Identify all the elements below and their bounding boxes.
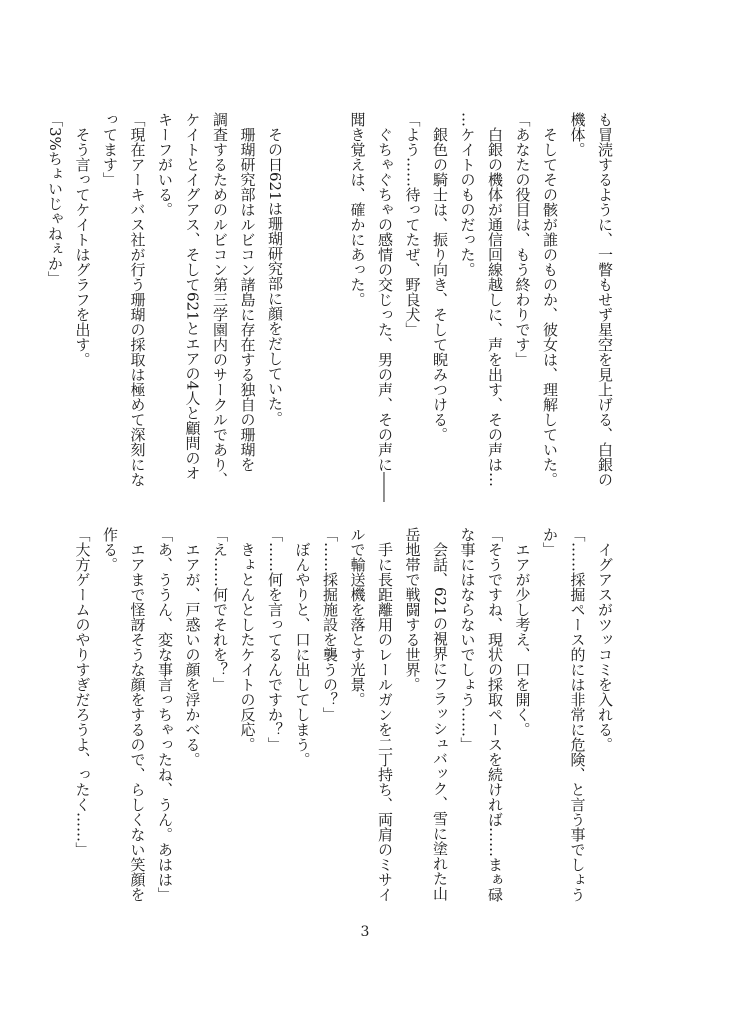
text-line: ぼんやりと、口に出してしまう。 — [293, 527, 312, 767]
text-line: 「大方ゲームのやりすぎだろうよ、ったく……」 — [73, 527, 92, 857]
text-line: 「……採掘施設を襲うの？」 — [321, 527, 339, 722]
text-line: そう言ってケイトはグラフを出す。 — [73, 112, 92, 367]
text-line: その日621は珊瑚研究部に顔をだしていた。 — [266, 112, 284, 426]
text-line: 作る。 — [101, 527, 119, 572]
text-line: 会話、621の視界にフラッシュバック、雪に塗れた山 — [431, 527, 449, 901]
text-line: ルで輸送機を落とす光景。 — [348, 527, 367, 707]
text-line: キーフがいる。 — [156, 112, 174, 217]
text-line: 「あなたの役目は、もう終わりです」 — [513, 112, 532, 367]
text-line: 手に長距離用のレールガンを二丁持ち、両肩のミサイ — [376, 527, 394, 902]
text-line: 「……採掘ペース的には非常に危険、と言う事でしょう — [568, 527, 587, 902]
text-line: エアが少し考え、口を開く。 — [513, 527, 532, 737]
text-line: 銀色の騎士は、振り向き、そして睨みつける。 — [431, 112, 449, 442]
text-line: きょとんとしたケイトの反応。 — [238, 527, 257, 752]
text-line: 聞き覚えは、確かにあった。 — [348, 112, 367, 307]
text-line: 機体。 — [568, 112, 587, 157]
page-number: 3 — [360, 924, 370, 940]
text-line: イグアスがツッコミを入れる。 — [596, 527, 614, 752]
lower-text-block — [73, 527, 618, 912]
text-line: そしてその骸が誰のものか、彼女は、理解していた。 — [541, 112, 559, 487]
text-line — [316, 112, 344, 512]
text-line: 「え……何でそれを？」 — [211, 527, 229, 692]
text-line: 「現在アーキバス社が行う珊瑚の採取は極めて深刻にな — [128, 112, 147, 487]
text-line: 珊瑚研究部はルビコン諸島に存在する独自の珊瑚を — [238, 112, 257, 472]
upper-text-block — [46, 112, 618, 512]
text-line: な事にはならないでしょう……」 — [458, 527, 477, 752]
text-line: 「……何を言ってるんですか？」 — [266, 527, 284, 752]
text-line: 調査するためのルビコン第三学園内のサークルであり、 — [211, 112, 229, 487]
text-line: 「そうですね、現状の採取ペースを続ければ……まぁ碌 — [486, 527, 504, 902]
text-line — [288, 112, 316, 512]
text-line: 「よう……待ってたぜ、野良犬」 — [403, 112, 422, 337]
text-line: ケイトとイグアス、そして621とエアの4人と顧問のオ — [183, 112, 202, 481]
text-line: ぐちゃぐちゃの感情の交じった、男の声、その声に―― — [376, 112, 394, 502]
text-line: エアが、戸惑いの顔を浮かべる。 — [183, 527, 202, 767]
text-line: も冒涜するように、一瞥もせず星空を見上げる、白銀の — [596, 112, 614, 487]
text-line: 岳地帯で戦闘する世界。 — [403, 527, 422, 692]
text-line: 白銀の機体が通信回線越しに、声を出す、その声は… — [486, 112, 504, 487]
text-line: 「あ、ううん、変な事言っちゃったね、うん。あはは」 — [156, 527, 174, 902]
text-line: エアまで怪訝そうな顔をするので、らしくない笑顔を — [128, 527, 147, 902]
text-line: ってます」 — [101, 112, 119, 187]
text-line: 「3%ちょいじゃねぇか」 — [46, 112, 64, 286]
text-line: …ケイトのものだった。 — [458, 112, 477, 277]
text-line: か」 — [541, 527, 559, 557]
